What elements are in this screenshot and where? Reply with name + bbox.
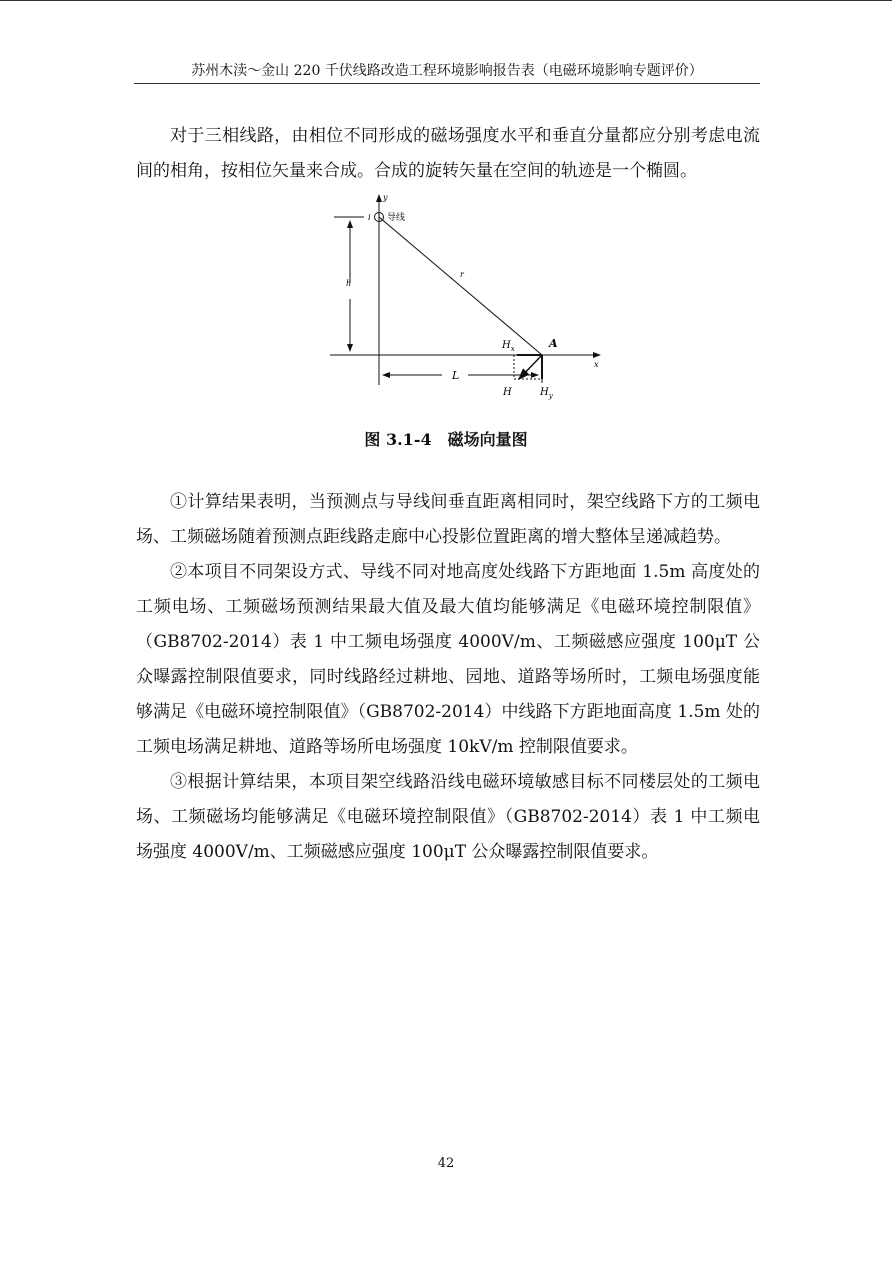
paragraph-1: ①计算结果表明，当预测点与导线间垂直距离相同时，架空线路下方的工频电场、工频磁场随着预测点距线路走廊中心投影位置距离的增大整体呈递减趋势。 [136, 492, 760, 547]
Hx-label: $H_x$ [502, 340, 515, 353]
paragraph-3: ③根据计算结果，本项目架空线路沿线电磁环境敏感目标不同楼层处的工频电场、工频磁场均能够满足《电磁环境控制限值》（GB8702-2014）表 1 中工频电场强度 4000V/m、工频磁感应强度 100μT 公众曝露控制限值要求。 [136, 772, 760, 862]
intro-paragraph: 对于三相线路，由相位不同形成的磁场强度水平和垂直分量都应分别考虑电流间的相角，按相位矢量来合成。合成的旋转矢量在空间的轨迹是一个椭圆。 [136, 126, 760, 181]
h-label: h [346, 279, 352, 288]
x-axis-label: x [594, 360, 599, 369]
point-A-label: A [549, 337, 558, 350]
conductor-label: 导线 [387, 213, 406, 223]
H-label: H [503, 387, 512, 398]
figure-caption: 图 3.1-4 磁场向量图 [364, 430, 528, 449]
page-number: 42 [437, 1156, 455, 1171]
conductor-i-label: i [368, 213, 371, 222]
magnetic-vector-figure [328, 189, 608, 407]
paragraph-2: ②本项目不同架设方式、导线不同对地高度处线路下方距地面 1.5m 高度处的工频电场、工频磁场预测结果最大值及最大值均能够满足《电磁环境控制限值》（GB8702-2014）表 1 中工频电场强度 4000V/m、工频磁感应强度 100μT 公众曝露控制限值要求，同时线路经过耕地、园地、道路等场所时，工频电场强度能够满足《电磁环境控制限值》（GB8702-2014）中线路下方距地面高度 1.5m 处的工频电场满足耕地、道路等场所电场强度 10kV/m 控制限值要求。 [136, 562, 760, 757]
y-axis-label: y [383, 193, 388, 202]
page-header: 苏州木渎～金山 220 千伏线路改造工程环境影响报告表（电磁环境影响专题评价） [134, 61, 760, 84]
r-label: r [460, 270, 464, 279]
L-label: L [452, 369, 460, 382]
r-line [379, 217, 542, 355]
Hy-label: $H_y$ [540, 387, 553, 400]
magnetic-vector-diagram [328, 189, 608, 407]
